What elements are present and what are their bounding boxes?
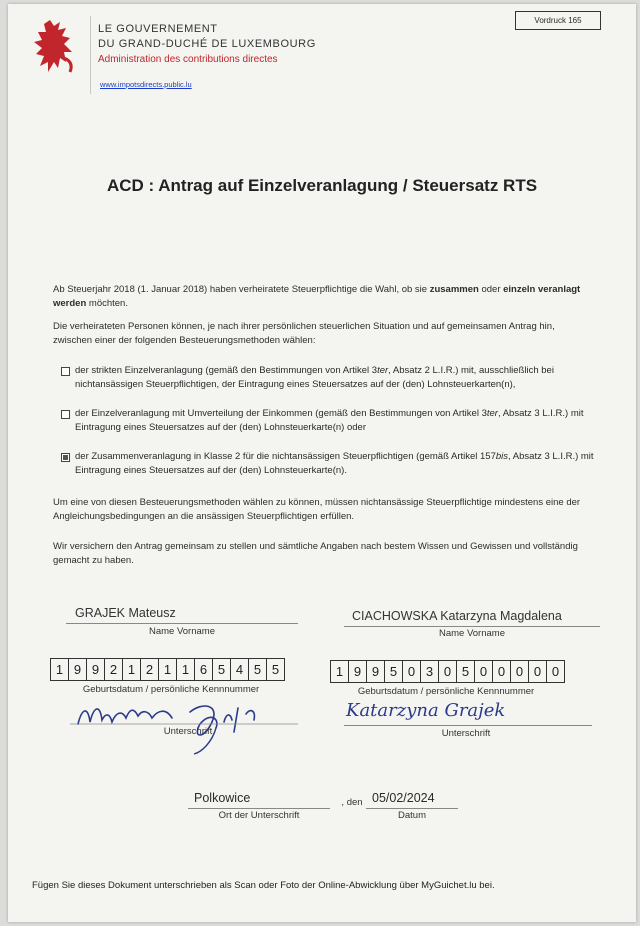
id-digit-cell[interactable]: 9	[69, 659, 87, 680]
place-caption: Ort der Unterschrift	[218, 810, 300, 821]
id-digit-cell[interactable]: 0	[511, 661, 529, 682]
id-digit-cell[interactable]: 1	[123, 659, 141, 680]
person1-name-caption: Name Vorname	[148, 626, 215, 637]
id-digit-cell[interactable]: 5	[249, 659, 267, 680]
id-digit-cell[interactable]: 0	[529, 661, 547, 682]
intro-bold-einzeln: einzeln veranlagt werden	[53, 284, 581, 309]
id-digit-cell[interactable]: 1	[51, 659, 69, 680]
government-line-2: DU GRAND-DUCHÉ DE LUXEMBOURG	[98, 38, 316, 50]
person1-id-field[interactable]	[50, 658, 285, 681]
intro-text-mid: oder	[478, 284, 504, 295]
id-digit-cell[interactable]: 0	[475, 661, 493, 682]
option-text: der strikten Einzelveranlagung (gemäß den Bestimmungen von Artikel 3	[75, 365, 378, 376]
intro-bold-zusammen: zusammen	[429, 284, 479, 295]
person2-signature-caption: Unterschrift	[441, 728, 491, 739]
id-digit-cell[interactable]: 9	[87, 659, 105, 680]
footer-note: Fügen Sie dieses Dokument unterschrieben als Scan oder Foto der Online-Abwicklung über MyGuichet.lu bei.	[32, 880, 495, 891]
person2-signature: Katarzyna Grajek	[346, 700, 506, 721]
place-line	[188, 808, 330, 809]
place-value: Polkowice	[194, 791, 251, 805]
den-label: , den	[341, 797, 363, 808]
id-digit-cell[interactable]: 5	[271, 662, 280, 677]
form-number-badge: Vordruck 165	[515, 11, 601, 30]
person2-id-field[interactable]	[330, 660, 565, 683]
option-checkbox-checked[interactable]	[61, 453, 70, 462]
id-digit-cell[interactable]: 2	[141, 659, 159, 680]
id-digit-cell[interactable]: 2	[105, 659, 123, 680]
person2-id-caption: Geburtsdatum / persönliche Kennnummer	[357, 686, 535, 697]
intro-paragraph-2: Die verheirateten Personen können, je nach ihrer persönlichen steuerlichen Situation und auf gemeinsamen Antrag hin, zwischen einer der folgenden Besteuerungsmethoden wählen:	[53, 321, 555, 346]
id-digit-cell[interactable]: 1	[159, 659, 177, 680]
option-strict-individual[interactable]	[61, 364, 595, 392]
person2-name: CIACHOWSKA Katarzyna Magdalena	[352, 609, 562, 623]
id-digit-cell[interactable]: 3	[421, 661, 439, 682]
person1-name-line	[66, 623, 298, 624]
id-digit-cell[interactable]: 0	[403, 661, 421, 682]
id-digit-cell[interactable]: 1	[331, 661, 349, 682]
date-caption: Datum	[398, 810, 426, 821]
person1-id-caption: Geburtsdatum / persönliche Kennnummer	[82, 684, 260, 695]
option-joint-class-2[interactable]	[61, 450, 595, 478]
date-line	[366, 808, 458, 809]
option-text: der Einzelveranlagung mit Umverteilung der Einkommen (gemäß den Bestimmungen von Artikel 3	[75, 408, 487, 419]
id-digit-cell[interactable]: 6	[195, 659, 213, 680]
option-text: der Zusammenveranlagung in Klasse 2 für die nichtansässigen Steuerpflichtigen (gemäß Artikel 157	[75, 451, 496, 462]
option-checkbox[interactable]	[61, 367, 70, 376]
id-digit-cell[interactable]: 9	[367, 661, 385, 682]
option-text-italic: ter	[377, 365, 389, 376]
declaration-paragraph: Wir versichern den Antrag gemeinsam zu stellen und sämtliche Angaben nach bestem Wissen und Gewissen und vollständig gemacht zu haben.	[53, 541, 578, 566]
person1-name: GRAJEK Mateusz	[75, 606, 176, 620]
option-text-rest: , Absatz 3 L.I.R.) mit Eintragung eines Steuersatzes auf der (den) Lohnsteuerkarte(n).	[75, 451, 594, 476]
id-digit-cell[interactable]: 9	[349, 661, 367, 682]
id-digit-cell[interactable]: 4	[231, 659, 249, 680]
id-digit-cell[interactable]: 5	[213, 659, 231, 680]
option-text-rest: , Absatz 3 L.I.R.) mit Eintragung eines Steuersatzes auf der (den) Lohnsteuerkarte(n) oder	[75, 408, 584, 433]
option-text-rest: , Absatz 2 L.I.R.) mit, ausschließlich bei nichtansässigen Steuerpflichtigen, der Eintragung eines Steuersatzes auf der (den) Lohnsteuerkarten(n),	[75, 365, 554, 390]
person2-signature-line	[344, 725, 592, 726]
intro-text: Ab Steuerjahr 2018 (1. Januar 2018) haben verheiratete Steuerpflichtige die Wahl, ob sie	[53, 284, 430, 295]
person2-name-line	[344, 626, 600, 627]
website-link[interactable]: www.impotsdirects.public.lu	[100, 80, 192, 89]
document-title: ACD : Antrag auf Einzelveranlagung / Steuersatz RTS	[106, 176, 538, 195]
intro-paragraph-1	[53, 283, 593, 311]
id-digit-cell[interactable]: 0	[493, 661, 511, 682]
id-digit-cell[interactable]: 5	[457, 661, 475, 682]
id-digit-cell[interactable]: 1	[177, 659, 195, 680]
date-value: 05/02/2024	[372, 791, 435, 805]
id-digit-cell[interactable]: 5	[385, 661, 403, 682]
header-divider	[90, 16, 91, 94]
person2-name-caption: Name Vorname	[438, 628, 505, 639]
government-line-1: LE GOUVERNEMENT	[98, 23, 218, 35]
document-page	[8, 4, 636, 922]
red-lion-coat-of-arms-icon	[30, 18, 80, 76]
id-digit-cell[interactable]: 0	[439, 661, 457, 682]
option-text-italic: ter	[486, 408, 498, 419]
administration-name: Administration des contributions directes	[98, 54, 278, 65]
intro-text-end: möchten.	[86, 298, 128, 309]
option-individual-redistribution[interactable]	[61, 407, 595, 435]
option-checkbox[interactable]	[61, 410, 70, 419]
option-text-italic: bis	[495, 451, 509, 462]
id-digit-cell[interactable]: 0	[551, 664, 560, 679]
person1-signature-caption: Unterschrift	[163, 726, 213, 737]
conditions-paragraph: Um eine von diesen Besteuerungsmethoden wählen zu können, müssen nichtansässige Steuerpflichtige mindestens eine der Angleichungsbedingungen an die ansässigen Steuerpflichtigen erfüllen.	[53, 497, 581, 522]
